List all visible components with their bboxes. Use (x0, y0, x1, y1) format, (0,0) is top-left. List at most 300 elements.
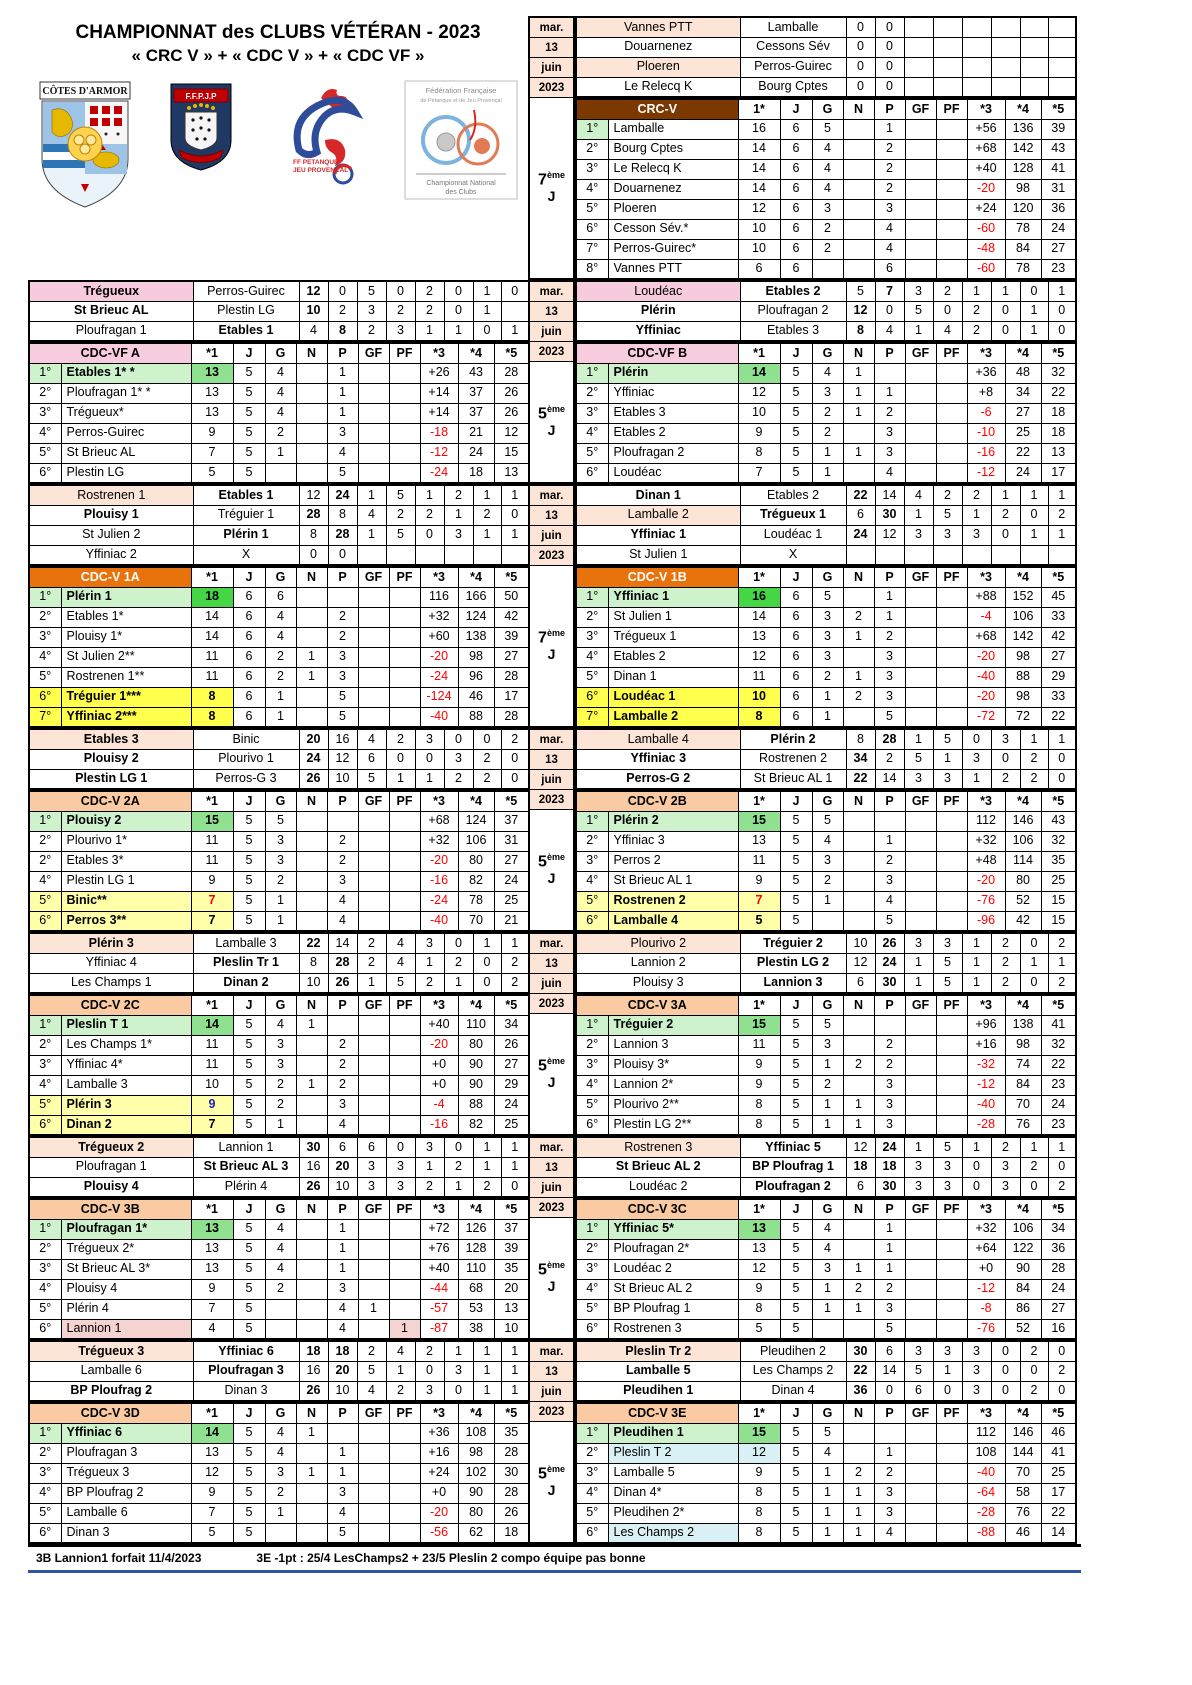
match-row (576, 1361, 1076, 1381)
detail-cell: 3 (904, 525, 933, 545)
played-cell: 5 (780, 1523, 812, 1543)
draws-cell: 1 (296, 667, 327, 687)
played-cell: 6 (233, 607, 265, 627)
diff-cell: -12 (420, 443, 458, 463)
diff-cell: +68 (967, 139, 1005, 159)
played-cell: 5 (233, 1259, 265, 1279)
losses-cell: 3 (874, 443, 905, 463)
table-row (29, 383, 529, 403)
wins-cell: 1 (812, 1095, 843, 1115)
points-against-cell: 25 (494, 891, 529, 911)
detail-cell: 0 (962, 729, 991, 749)
date-cell: juin (528, 526, 575, 546)
match-results-table (28, 280, 530, 342)
losses-cell: 4 (874, 891, 905, 911)
points-cell: 12 (738, 1259, 780, 1279)
standings-table (575, 566, 1077, 728)
rank-cell: 3° (29, 627, 61, 647)
losses-cell (874, 1015, 905, 1035)
col-header: 1* (738, 567, 780, 587)
forfeit-losses-cell (389, 1219, 420, 1239)
match-row (576, 769, 1076, 789)
diff-cell: +26 (420, 363, 458, 383)
forfeit-wins-cell (905, 1239, 936, 1259)
col-header: PF (936, 343, 967, 363)
detail-cell: 0 (933, 1381, 962, 1401)
col-header: J (233, 995, 265, 1015)
points-cell: 8 (191, 687, 233, 707)
detail-cell (473, 545, 501, 565)
forfeit-losses-cell (936, 587, 967, 607)
losses-cell: 2 (327, 1075, 358, 1095)
detail-cell (962, 57, 991, 77)
score1-cell: 22 (299, 933, 328, 953)
table-row (576, 363, 1076, 383)
rank-cell: 3° (576, 159, 608, 179)
team-cell: Ploufragan 1* * (61, 383, 191, 403)
forfeit-losses-cell (389, 1239, 420, 1259)
round-j: J (547, 188, 556, 205)
svg-text:de Pétanque et de Jeu Provença: de Pétanque et de Jeu Provençal (420, 98, 502, 104)
col-header: *3 (967, 99, 1005, 119)
team-cell: Vannes PTT (608, 259, 738, 279)
col-header: P (327, 995, 358, 1015)
points-cell: 8 (738, 1523, 780, 1543)
col-header: PF (936, 791, 967, 811)
col-header: 1* (738, 1199, 780, 1219)
table-row (576, 259, 1076, 279)
forfeit-wins-cell (905, 1055, 936, 1075)
losses-cell: 4 (327, 1115, 358, 1135)
losses-cell: 2 (874, 1035, 905, 1055)
forfeit-losses-cell (936, 1115, 967, 1135)
detail-cell: 1 (501, 525, 529, 545)
forfeit-losses-cell (936, 647, 967, 667)
played-cell: 5 (780, 831, 812, 851)
score2-cell: 10 (328, 769, 357, 789)
points-for-cell: 138 (1005, 1015, 1041, 1035)
detail-cell: 3 (962, 525, 991, 545)
score2-cell: 8 (328, 321, 357, 341)
draws-cell (296, 871, 327, 891)
score2-cell: 14 (875, 769, 904, 789)
points-against-cell: 27 (1041, 647, 1076, 667)
points-against-cell: 24 (494, 871, 529, 891)
played-cell: 6 (780, 239, 812, 259)
detail-cell: 1 (501, 485, 529, 505)
detail-cell: 3 (933, 1341, 962, 1361)
svg-text:FF PETANQUE: FF PETANQUE (293, 159, 339, 166)
col-header: *5 (1041, 567, 1076, 587)
team-cell: Pleslin T 1 (61, 1015, 191, 1035)
team-cell: Tréguier 1*** (61, 687, 191, 707)
forfeit-losses-cell (936, 363, 967, 383)
points-cell: 11 (738, 667, 780, 687)
diff-cell: +40 (967, 159, 1005, 179)
col-header: P (874, 1403, 905, 1423)
score2-cell: 12 (875, 525, 904, 545)
played-cell: 5 (780, 1299, 812, 1319)
team-cell: Plérin 1 (61, 587, 191, 607)
table-row (29, 363, 529, 383)
draws-cell: 1 (296, 647, 327, 667)
points-against-cell: 33 (1041, 607, 1076, 627)
col-header: G (265, 791, 296, 811)
round-number: 7ème (538, 169, 565, 189)
table-title-cell: CDC-VF B (576, 343, 738, 363)
col-header: *4 (458, 343, 494, 363)
col-header: *5 (1041, 343, 1076, 363)
match-row (576, 1341, 1076, 1361)
diff-cell: -40 (967, 667, 1005, 687)
col-header: *4 (1005, 99, 1041, 119)
detail-cell (904, 545, 933, 565)
detail-cell (415, 545, 444, 565)
score2-cell: 14 (875, 1361, 904, 1381)
diff-cell: -20 (420, 851, 458, 871)
col-header: GF (905, 791, 936, 811)
team1-cell: Vannes PTT (576, 17, 740, 37)
detail-cell: 1 (933, 749, 962, 769)
points-for-cell: 142 (1005, 139, 1041, 159)
losses-cell: 3 (874, 871, 905, 891)
detail-cell: 6 (904, 1381, 933, 1401)
col-header: G (812, 1199, 843, 1219)
table-row (576, 1015, 1076, 1035)
points-for-cell: 90 (458, 1055, 494, 1075)
logos-row (28, 66, 528, 210)
detail-cell: 2 (386, 1381, 415, 1401)
forfeit-wins-cell: 1 (358, 1299, 389, 1319)
played-cell: 5 (780, 1219, 812, 1239)
rank-cell: 4° (576, 871, 608, 891)
diff-cell: -16 (967, 443, 1005, 463)
points-for-cell: 96 (458, 667, 494, 687)
wins-cell: 5 (812, 811, 843, 831)
points-for-cell: 88 (1005, 667, 1041, 687)
forfeit-losses-cell (936, 811, 967, 831)
col-header: *5 (1041, 791, 1076, 811)
points-cell: 18 (191, 587, 233, 607)
draws-cell (296, 363, 327, 383)
band (28, 484, 1081, 728)
diff-cell: +40 (420, 1015, 458, 1035)
rank-cell: 2° (576, 139, 608, 159)
team1-cell: Rostrenen 1 (29, 485, 193, 505)
wins-cell: 1 (812, 1523, 843, 1543)
right-column (575, 484, 1075, 728)
rank-cell: 1° (576, 1219, 608, 1239)
match-row (29, 1341, 529, 1361)
table-row (29, 1239, 529, 1259)
points-against-cell: 34 (1041, 1219, 1076, 1239)
points-against-cell: 36 (1041, 1239, 1076, 1259)
draws-cell (296, 1279, 327, 1299)
table-row (576, 647, 1076, 667)
points-against-cell: 45 (1041, 587, 1076, 607)
match-row (576, 525, 1076, 545)
team-cell: St Julien 2** (61, 647, 191, 667)
draws-cell (843, 831, 874, 851)
forfeit-wins-cell (905, 1279, 936, 1299)
detail-cell: 1 (357, 525, 386, 545)
played-cell: 5 (780, 383, 812, 403)
wins-cell: 2 (265, 1483, 296, 1503)
table-row (576, 1523, 1076, 1543)
points-against-cell: 24 (1041, 1279, 1076, 1299)
detail-cell: 2 (415, 1177, 444, 1197)
played-cell: 6 (233, 667, 265, 687)
rank-cell: 2° (29, 831, 61, 851)
points-against-cell: 24 (494, 1095, 529, 1115)
played-cell: 6 (233, 687, 265, 707)
team-cell: Plérin 2 (608, 811, 738, 831)
points-against-cell: 27 (494, 1055, 529, 1075)
col-header: G (812, 995, 843, 1015)
detail-cell: 1 (501, 1157, 529, 1177)
detail-cell: 2 (991, 505, 1020, 525)
points-for-cell: 82 (458, 871, 494, 891)
forfeit-wins-cell (358, 1503, 389, 1523)
match-results-table (575, 280, 1077, 342)
played-cell: 6 (780, 139, 812, 159)
detail-cell: 2 (444, 1157, 473, 1177)
table-row (576, 383, 1076, 403)
played-cell: 5 (233, 463, 265, 483)
wins-cell: 3 (265, 851, 296, 871)
wins-cell: 4 (812, 831, 843, 851)
detail-cell: 1 (1048, 1137, 1076, 1157)
team-cell: Dinan 2 (61, 1115, 191, 1135)
rank-cell: 4° (29, 1279, 61, 1299)
match-row (29, 749, 529, 769)
forfeit-wins-cell (905, 1463, 936, 1483)
col-header: N (296, 1403, 327, 1423)
losses-cell: 3 (327, 1483, 358, 1503)
diff-cell: +32 (420, 607, 458, 627)
page-title: CHAMPIONNAT des CLUBS VÉTÉRAN - 2023 (75, 22, 481, 43)
forfeit-wins-cell (905, 1443, 936, 1463)
forfeit-losses-cell (389, 1279, 420, 1299)
draws-cell: 2 (843, 607, 874, 627)
detail-cell: 3 (386, 1157, 415, 1177)
rank-cell: 2° (576, 831, 608, 851)
detail-cell: 5 (904, 301, 933, 321)
wins-cell: 4 (265, 607, 296, 627)
band (28, 1136, 1081, 1340)
points-for-cell: 98 (458, 1443, 494, 1463)
wins-cell: 4 (265, 627, 296, 647)
losses-cell: 1 (874, 1259, 905, 1279)
detail-cell: 5 (357, 1361, 386, 1381)
rank-cell: 3° (576, 1055, 608, 1075)
team2-cell: BP Ploufrag 1 (740, 1157, 846, 1177)
forfeit-wins-cell (358, 1239, 389, 1259)
score1-cell: 12 (846, 1137, 875, 1157)
table-row (576, 911, 1076, 931)
svg-text:F.F.P.J.P: F.F.P.J.P (185, 92, 217, 101)
points-cell: 6 (738, 259, 780, 279)
forfeit-losses-cell (936, 1095, 967, 1115)
points-cell: 7 (191, 443, 233, 463)
standings-table (28, 1198, 530, 1340)
draws-cell (296, 1319, 327, 1339)
table-row (576, 1035, 1076, 1055)
team-cell: Plérin (608, 363, 738, 383)
detail-cell: 1 (501, 933, 529, 953)
team1-cell: Yffiniac 1 (576, 525, 740, 545)
detail-cell (904, 37, 933, 57)
diff-cell: -24 (420, 891, 458, 911)
team2-cell: Plérin 4 (193, 1177, 299, 1197)
score2-cell: 0 (875, 77, 904, 97)
draws-cell (296, 383, 327, 403)
losses-cell: 1 (874, 607, 905, 627)
points-cell: 9 (738, 871, 780, 891)
score1-cell: 22 (846, 485, 875, 505)
draws-cell (843, 871, 874, 891)
points-for-cell: 48 (1005, 363, 1041, 383)
points-for-cell: 144 (1005, 1443, 1041, 1463)
team2-cell: Etables 1 (193, 321, 299, 341)
played-cell: 5 (780, 1259, 812, 1279)
diff-cell: -16 (420, 1115, 458, 1135)
col-header: J (780, 567, 812, 587)
detail-cell (933, 37, 962, 57)
round-label (528, 1218, 575, 1340)
detail-cell: 0 (444, 1137, 473, 1157)
match-row (29, 769, 529, 789)
forfeit-losses-cell (936, 891, 967, 911)
table-title-cell: CDC-V 3B (29, 1199, 191, 1219)
losses-cell: 4 (874, 463, 905, 483)
rank-cell: 3° (576, 1259, 608, 1279)
wins-cell: 3 (812, 607, 843, 627)
forfeit-losses-cell (936, 1015, 967, 1035)
forfeit-wins-cell (905, 1503, 936, 1523)
points-cell: 8 (738, 443, 780, 463)
played-cell: 5 (233, 1075, 265, 1095)
standings-table (28, 566, 530, 728)
score1-cell: 28 (299, 505, 328, 525)
col-header: *3 (420, 567, 458, 587)
rank-cell: 1° (29, 1015, 61, 1035)
draws-cell (296, 1095, 327, 1115)
forfeit-wins-cell (905, 463, 936, 483)
losses-cell: 3 (874, 647, 905, 667)
detail-cell: 0 (1048, 301, 1076, 321)
score2-cell: 24 (875, 1137, 904, 1157)
points-cell: 15 (738, 811, 780, 831)
points-against-cell: 31 (1041, 179, 1076, 199)
detail-cell: 1 (1020, 953, 1048, 973)
forfeit-losses-cell (389, 1463, 420, 1483)
detail-cell: 0 (1020, 933, 1048, 953)
forfeit-wins-cell (358, 423, 389, 443)
wins-cell: 4 (265, 1423, 296, 1443)
team-cell: Les Champs 1* (61, 1035, 191, 1055)
rank-cell: 6° (576, 1523, 608, 1543)
rank-cell: 7° (29, 707, 61, 727)
losses-cell (874, 1423, 905, 1443)
table-row (29, 1075, 529, 1095)
forfeit-wins-cell (905, 891, 936, 911)
score1-cell: 22 (846, 769, 875, 789)
detail-cell (933, 57, 962, 77)
round-number: 5ème (538, 1259, 565, 1279)
points-cell: 8 (738, 1483, 780, 1503)
points-for-cell: 78 (458, 891, 494, 911)
rank-cell: 5° (576, 891, 608, 911)
col-header: G (265, 1199, 296, 1219)
detail-cell (962, 17, 991, 37)
match-row (576, 17, 1076, 37)
detail-cell: 0 (444, 281, 473, 301)
col-header: GF (358, 995, 389, 1015)
date-cell: juin (528, 974, 575, 994)
draws-cell: 1 (843, 443, 874, 463)
forfeit-wins-cell (905, 219, 936, 239)
detail-cell: 0 (386, 749, 415, 769)
points-against-cell: 28 (494, 707, 529, 727)
col-header: *3 (420, 995, 458, 1015)
detail-cell: 0 (473, 321, 501, 341)
forfeit-wins-cell (358, 1055, 389, 1075)
team-cell: Lamballe 3 (61, 1075, 191, 1095)
detail-cell: 2 (415, 1341, 444, 1361)
team2-cell: Loudéac 1 (740, 525, 846, 545)
date-cell: 13 (528, 302, 575, 322)
table-row (576, 1483, 1076, 1503)
score2-cell: 8 (328, 505, 357, 525)
date-round-strip (528, 16, 575, 280)
draws-cell (843, 239, 874, 259)
date-cell: 2023 (528, 1402, 575, 1422)
table-row (576, 667, 1076, 687)
rank-cell: 1° (576, 1015, 608, 1035)
match-results-table (575, 16, 1077, 98)
forfeit-losses-cell (936, 707, 967, 727)
score1-cell: 6 (846, 1177, 875, 1197)
detail-cell: 1 (473, 485, 501, 505)
team1-cell: Pleslin Tr 2 (576, 1341, 740, 1361)
forfeit-wins-cell (905, 1075, 936, 1095)
rank-cell: 5° (29, 1299, 61, 1319)
points-cell: 13 (738, 831, 780, 851)
cotes-darmor-logo (38, 80, 132, 210)
forfeit-wins-cell (358, 831, 389, 851)
played-cell: 6 (233, 627, 265, 647)
team-cell: Plouisy 1* (61, 627, 191, 647)
team-cell: Plérin 3 (61, 1095, 191, 1115)
forfeit-losses-cell (936, 851, 967, 871)
played-cell: 5 (233, 363, 265, 383)
col-header: P (327, 791, 358, 811)
points-for-cell: 146 (1005, 1423, 1041, 1443)
wins-cell: 4 (812, 363, 843, 383)
losses-cell: 1 (874, 1443, 905, 1463)
losses-cell: 3 (874, 1483, 905, 1503)
col-header: *5 (1041, 1403, 1076, 1423)
played-cell: 5 (780, 1443, 812, 1463)
team2-cell: Perros-Guirec (740, 57, 846, 77)
match-row (576, 933, 1076, 953)
points-cell: 8 (738, 1115, 780, 1135)
score1-cell: 12 (846, 301, 875, 321)
match-row (29, 953, 529, 973)
date-cell: 13 (528, 1362, 575, 1382)
team2-cell: Plérin 2 (740, 729, 846, 749)
